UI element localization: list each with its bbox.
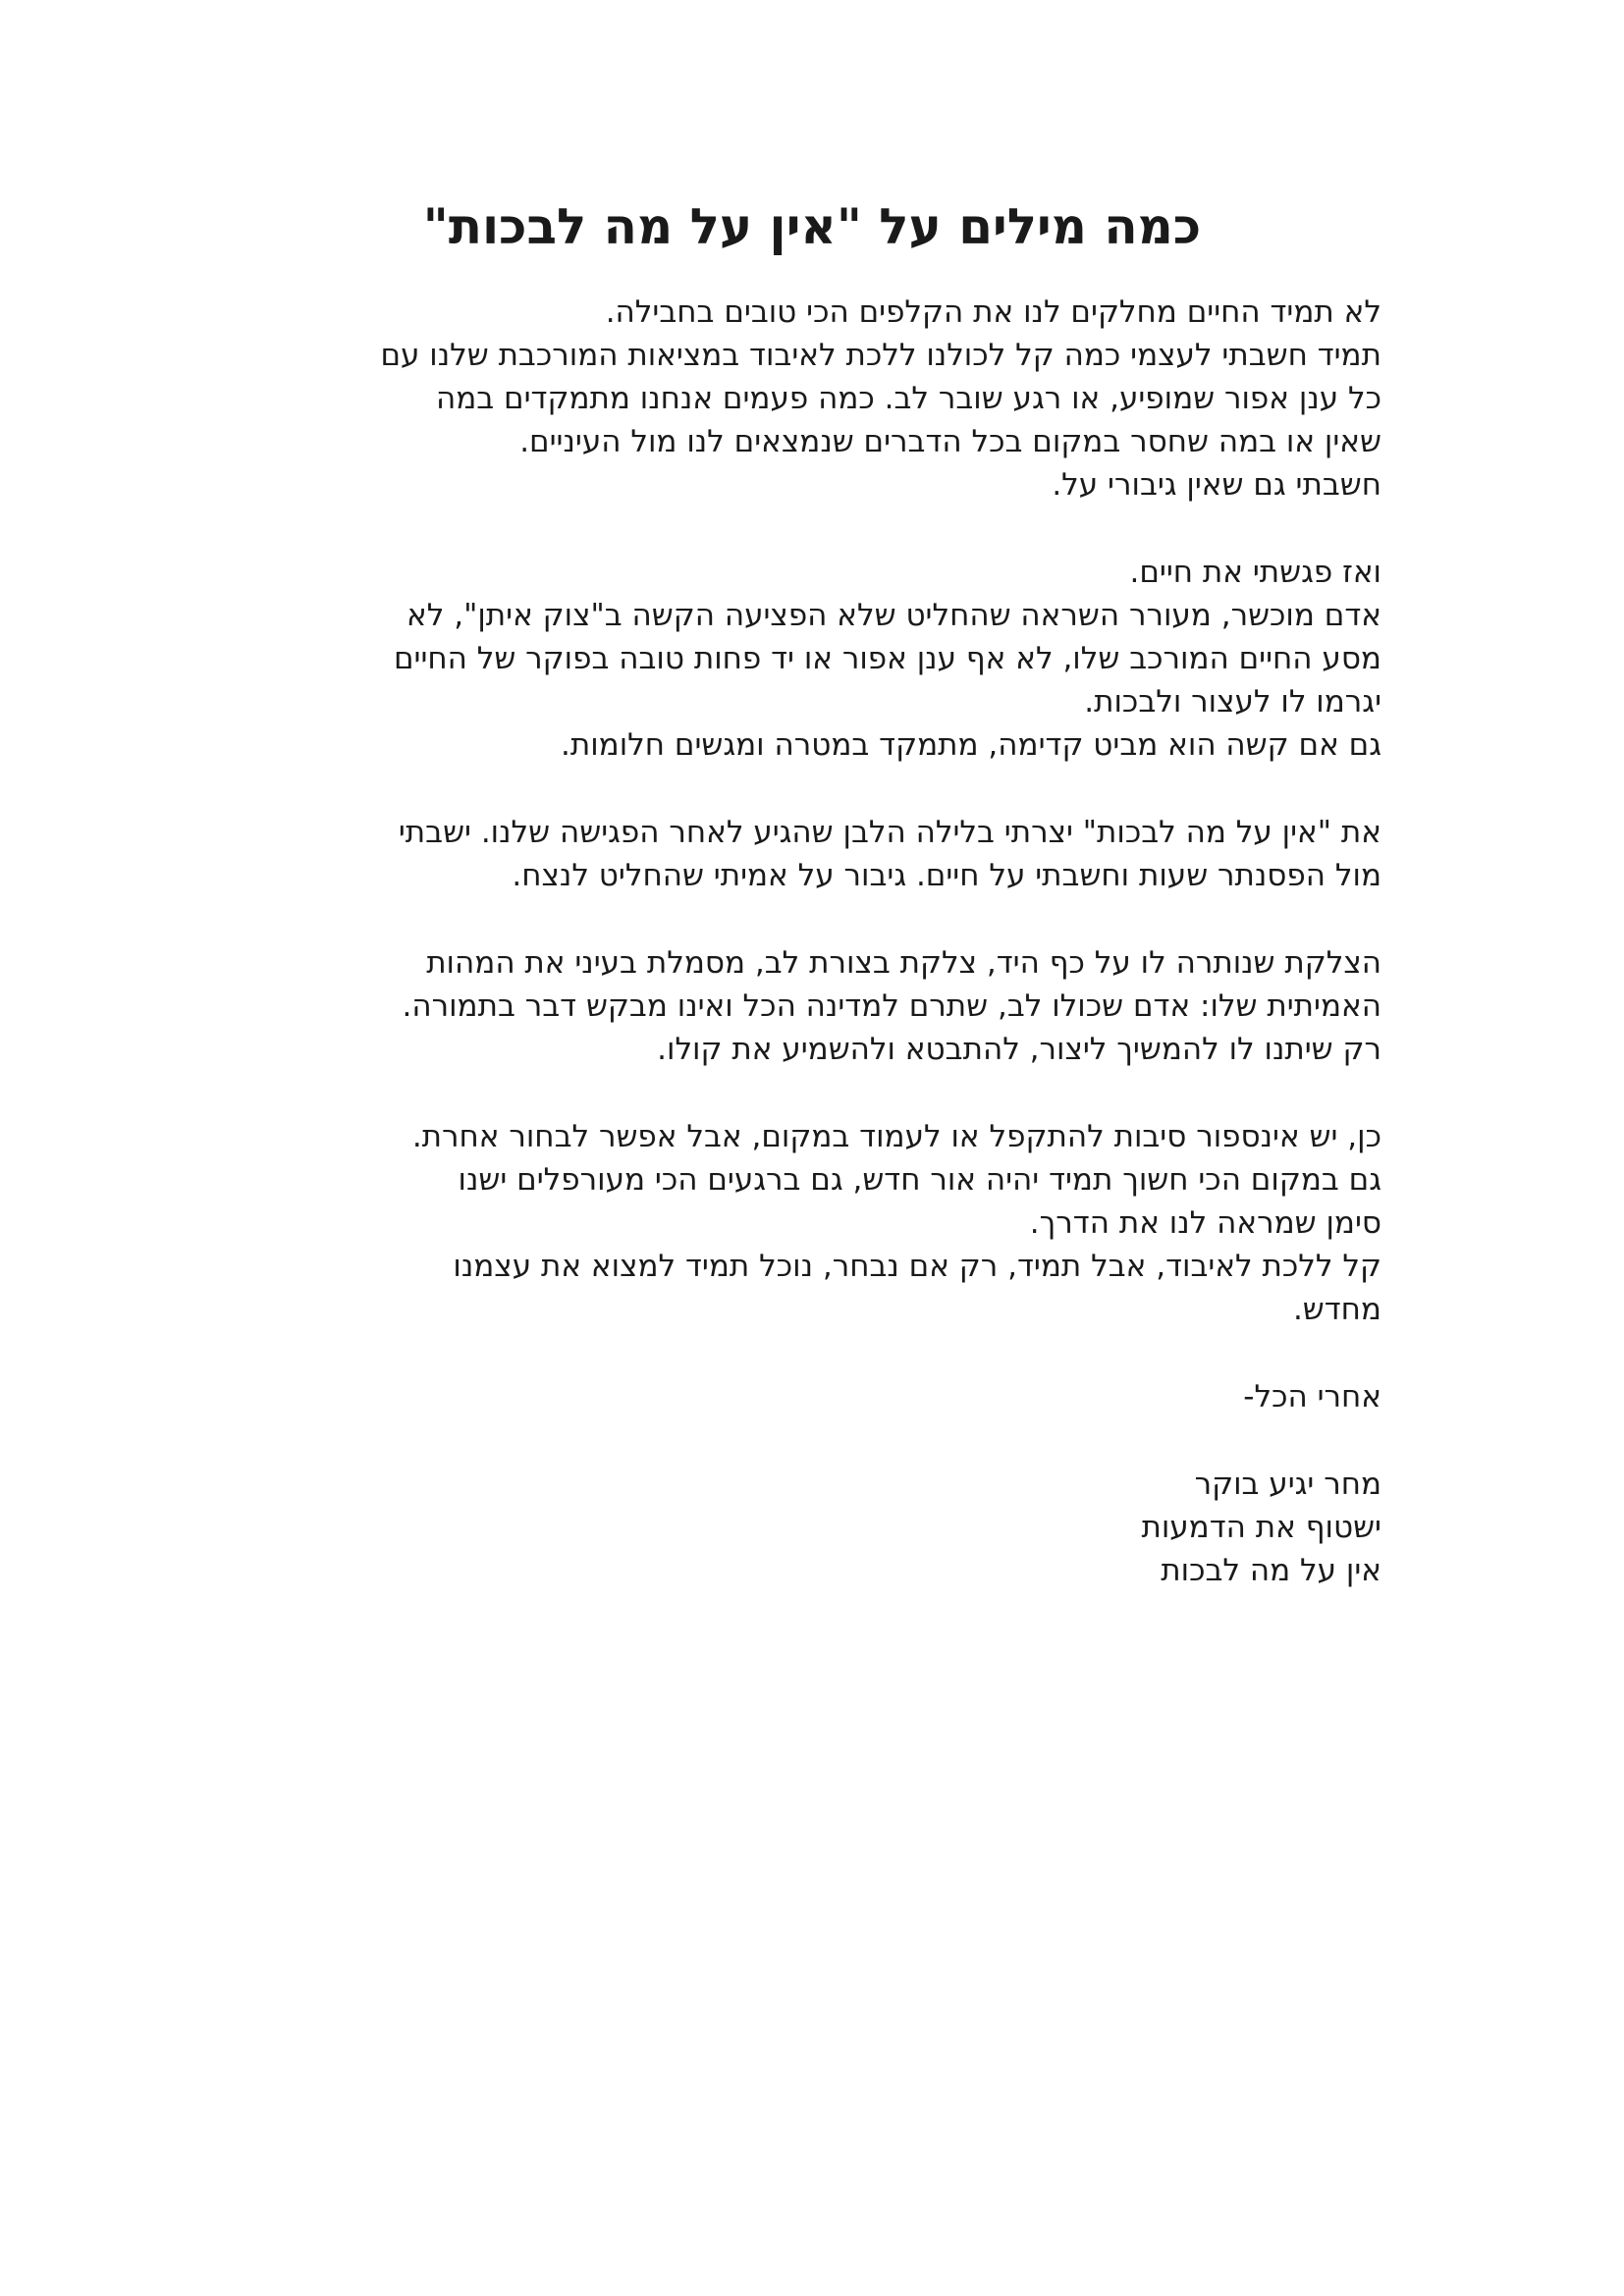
paragraph-after-all (233, 1375, 1381, 1418)
paragraph-choice (233, 1115, 1381, 1331)
text-line: סימן שמראה לנו את הדרך. (1029, 1205, 1381, 1241)
text-line: כל ענן אפור שמופיע, או רגע שובר לב. כמה פעמים אנחנו מתמקדים במה (435, 381, 1381, 416)
verse-line: ישטוף את הדמעות (1141, 1510, 1381, 1545)
text-line: מסע החיים המורכב שלו, לא אף ענן אפור או יד פחות טובה בפוקר של החיים (393, 641, 1381, 676)
paragraph-creation (233, 811, 1381, 897)
text-line: רק שיתנו לו להמשיך ליצור, להתבטא ולהשמיע את קולו. (657, 1032, 1381, 1067)
paragraph-meeting (233, 551, 1381, 767)
text-line: יגרמו לו לעצור ולבכות. (1084, 684, 1381, 720)
text-line: הצלקת שנותרה לו על כף היד, צלקת בצורת לב, מסמלת בעיני את המהות (426, 945, 1381, 981)
text-line: גם במקום הכי חשוך תמיד יהיה אור חדש, גם ברגעים הכי מעורפלים ישנו (458, 1162, 1381, 1198)
text-line: חשבתי גם שאין גיבורי על. (1052, 467, 1381, 503)
paragraph-intro (233, 291, 1381, 507)
text-line: האמיתית שלו: אדם שכולו לב, שתרם למדינה הכל ואינו מבקש דבר בתמורה. (402, 988, 1381, 1024)
text-line: מול הפסנתר שעות וחשבתי על חיים. גיבור על אמיתי שהחליט לנצח. (512, 858, 1381, 893)
text-line: גם אם קשה הוא מביט קדימה, מתמקד במטרה ומגשים חלומות. (560, 727, 1381, 763)
document-title: כמה מילים על "אין על מה לבכות" (422, 198, 1202, 255)
text-line: אחרי הכל- (1243, 1379, 1381, 1415)
document-body (233, 291, 1381, 1636)
text-line: תמיד חשבתי לעצמי כמה קל לכולנו ללכת לאיבוד במציאות המורכבת שלנו עם (380, 338, 1381, 373)
text-line: קל ללכת לאיבוד, אבל תמיד, רק אם נבחר, נוכל תמיד למצוא את עצמנו (453, 1249, 1381, 1284)
verse-line: אין על מה לבכות (1161, 1553, 1381, 1588)
text-line: שאין או במה שחסר במקום בכל הדברים שנמצאים לנו מול העיניים. (519, 424, 1381, 459)
paragraph-closing-verse (233, 1463, 1381, 1592)
verse-line: מחר יגיע בוקר (1194, 1467, 1381, 1502)
text-line: ואז פגשתי את חיים. (1129, 555, 1381, 590)
text-line: לא תמיד החיים מחלקים לנו את הקלפים הכי טובים בחבילה. (605, 294, 1381, 330)
text-line: את "אין על מה לבכות" יצרתי בלילה הלבן שהגיע לאחר הפגישה שלנו. ישבתי (398, 815, 1381, 850)
text-line: מחדש. (1292, 1292, 1381, 1327)
text-line: כן, יש אינספור סיבות להתקפל או לעמוד במקום, אבל אפשר לבחור אחרת. (411, 1119, 1381, 1154)
text-line: אדם מוכשר, מעורר השראה שהחליט שלא הפציעה הקשה ב"צוק איתן", לא (406, 598, 1381, 633)
paragraph-scar (233, 941, 1381, 1071)
